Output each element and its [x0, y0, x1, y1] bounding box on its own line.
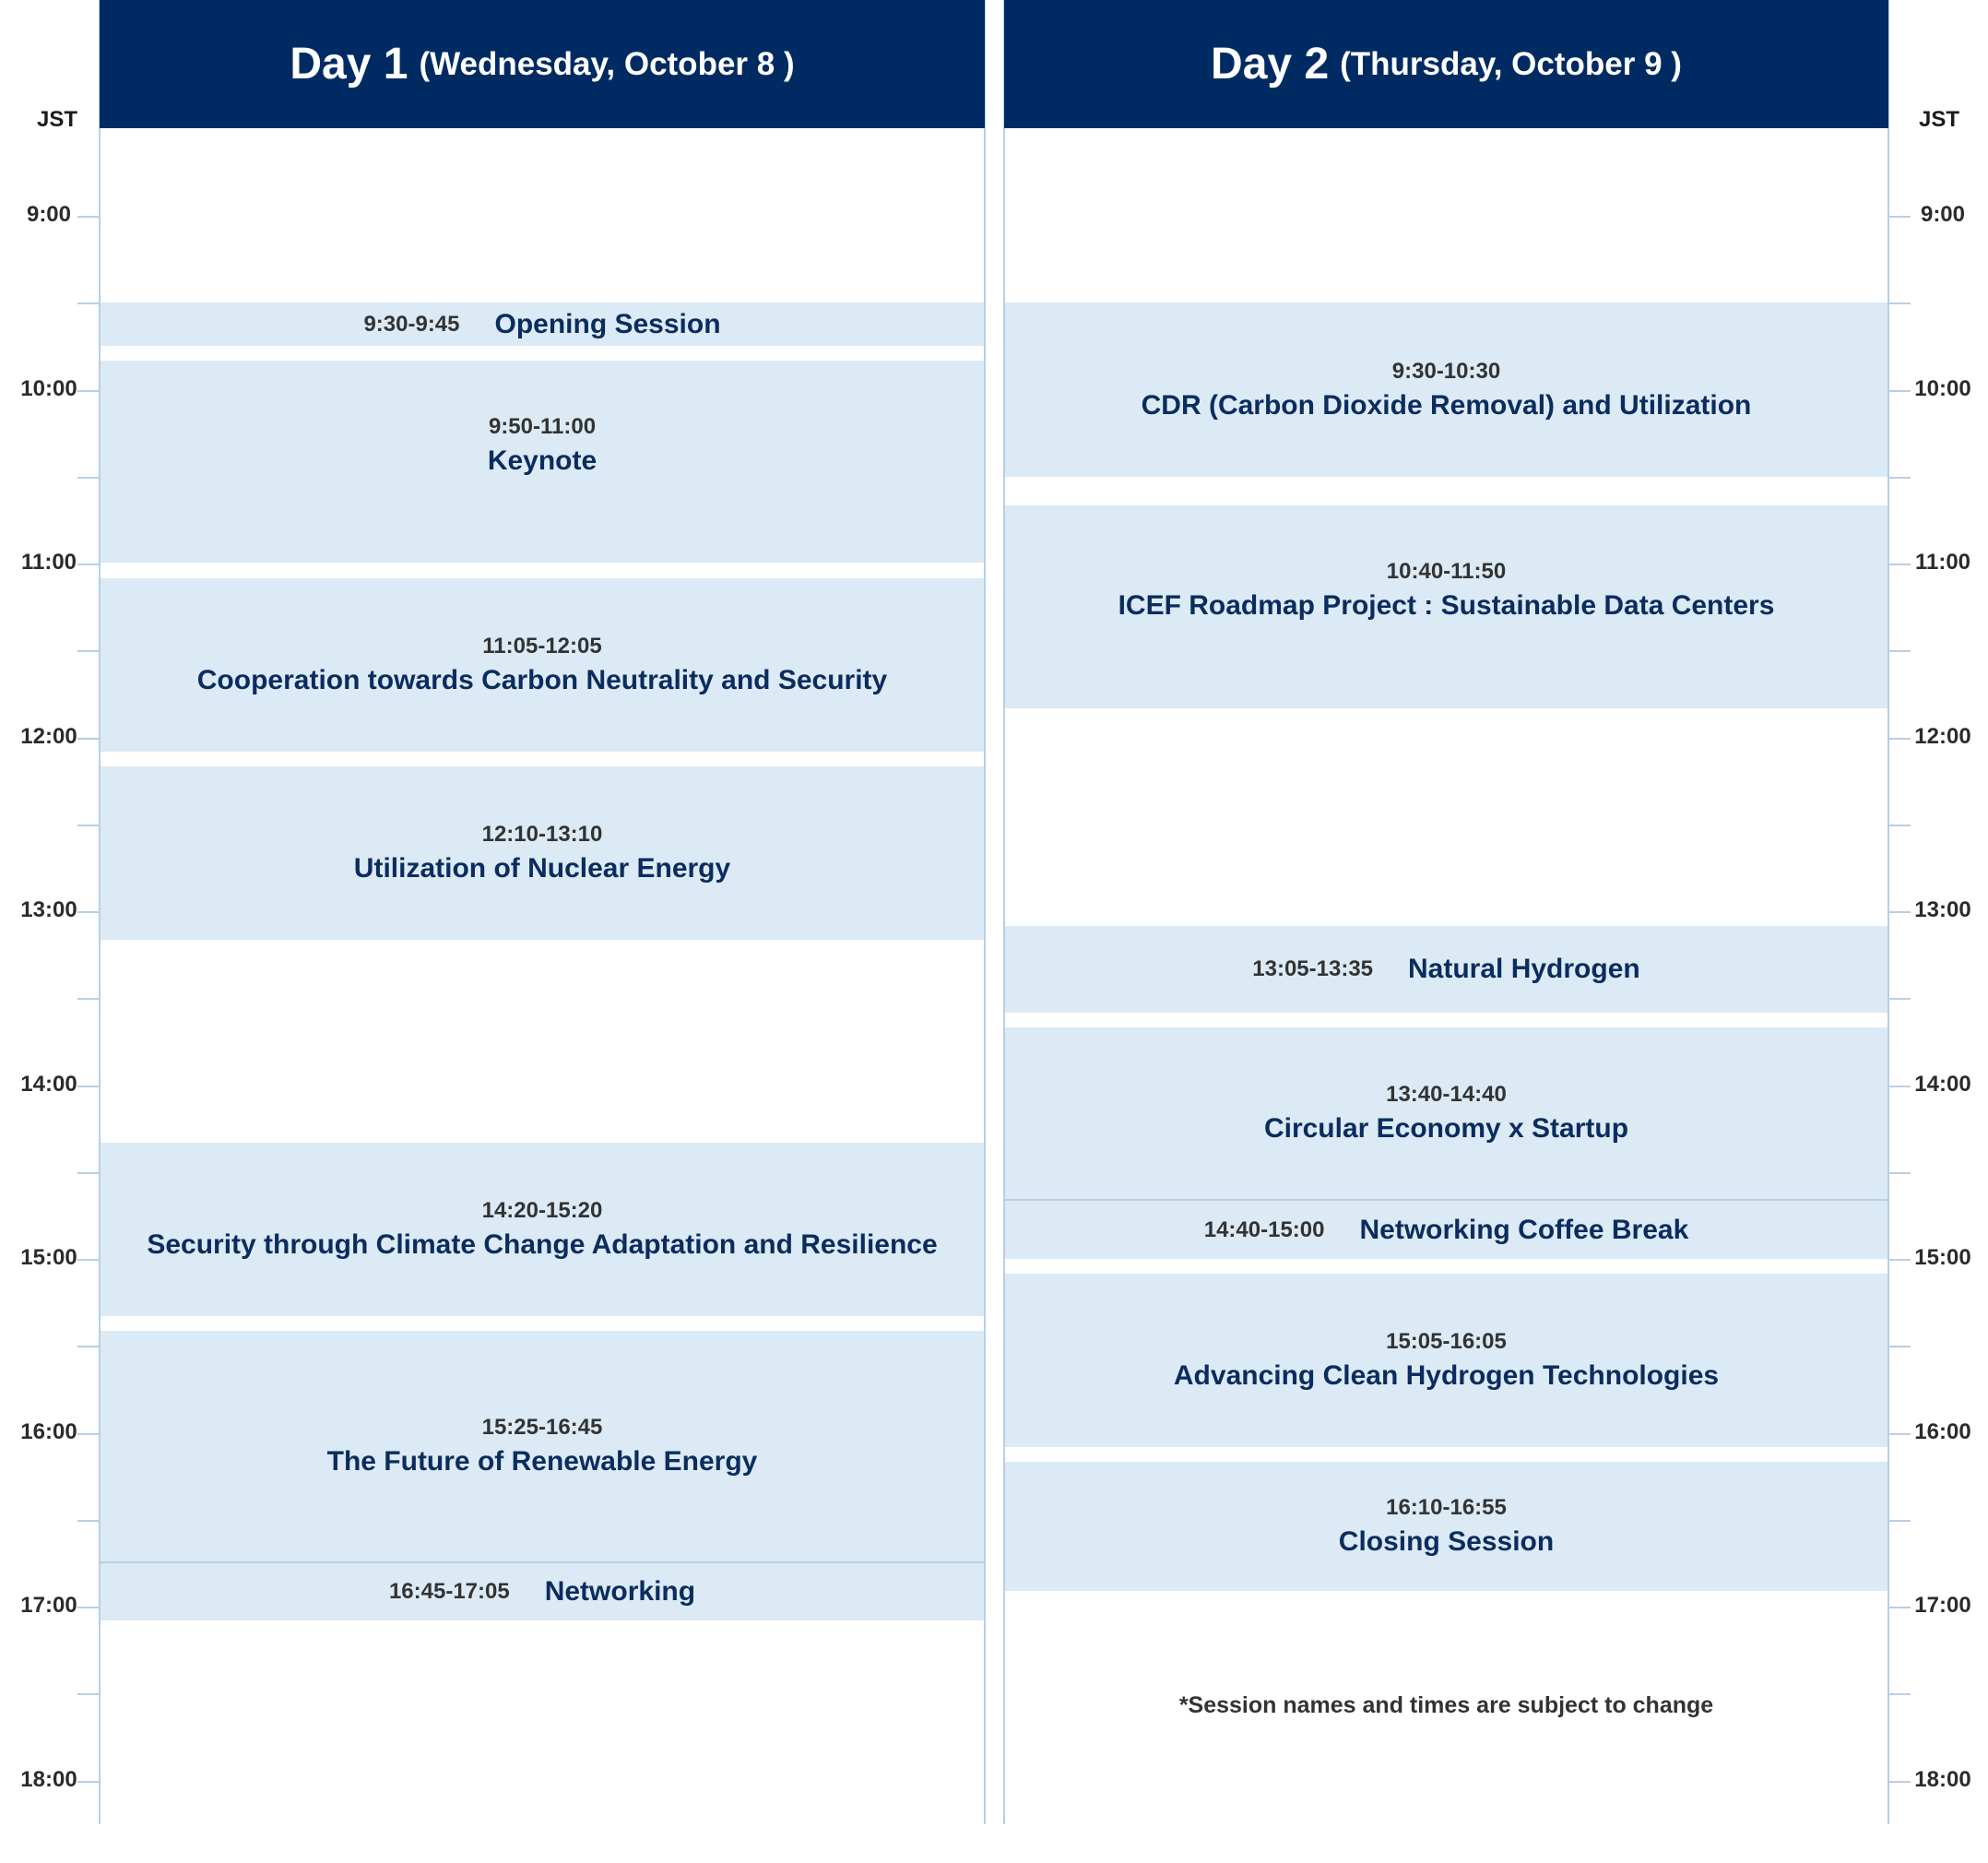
time-label: 15:00	[1914, 1245, 1971, 1270]
session-title: ICEF Roadmap Project : Sustainable Data Centers	[1118, 590, 1775, 621]
time-label: 10:00	[1914, 376, 1971, 401]
session-title: Advancing Clean Hydrogen Technologies	[1173, 1360, 1720, 1391]
day1-session	[101, 1331, 984, 1561]
session-title: CDR (Carbon Dioxide Removal) and Utilization	[1141, 389, 1752, 421]
day2-session	[1005, 1027, 1887, 1199]
half-hour-tick	[77, 1346, 100, 1347]
time-label: 12:00	[1914, 724, 1971, 749]
session-time: 11:05-12:05	[482, 634, 602, 659]
day1-session	[101, 303, 984, 346]
half-hour-tick	[1888, 303, 1911, 304]
hour-tick	[1888, 390, 1911, 392]
half-hour-tick	[1888, 650, 1911, 652]
session-time: 13:40-14:40	[1386, 1082, 1507, 1107]
hour-tick	[77, 911, 100, 913]
half-hour-tick	[1888, 1520, 1911, 1522]
timezone-label-right: JST	[1919, 107, 1960, 132]
session-time: 9:30-9:45	[363, 311, 460, 337]
day2-session	[1005, 1201, 1887, 1259]
time-label: 18:00	[20, 1767, 77, 1792]
hour-tick	[1888, 1781, 1911, 1783]
session-time: 16:10-16:55	[1386, 1495, 1507, 1520]
session-title: Networking Coffee Break	[1359, 1214, 1689, 1245]
time-label: 9:00	[26, 202, 72, 227]
time-label: 10:00	[20, 376, 77, 401]
disclaimer-note: *Session names and times are subject to change	[1178, 1692, 1714, 1718]
day2-session	[1005, 1274, 1887, 1447]
session-title: Closing Session	[1338, 1526, 1555, 1557]
day2-session	[1005, 505, 1887, 708]
day2-session	[1005, 303, 1887, 477]
time-label: 11:00	[1914, 550, 1971, 575]
hour-tick	[77, 216, 100, 218]
session-title: Natural Hydrogen	[1408, 954, 1640, 984]
time-label: 15:00	[20, 1245, 77, 1270]
hour-tick	[77, 564, 100, 565]
day1-session	[101, 1563, 984, 1620]
hour-tick	[77, 1781, 100, 1783]
session-time: 9:30-10:30	[1391, 358, 1501, 384]
time-label: 12:00	[20, 724, 77, 749]
session-time: 15:25-16:45	[481, 1415, 603, 1440]
half-hour-tick	[77, 1520, 100, 1522]
day2-header	[1004, 0, 1888, 128]
hour-tick	[77, 1259, 100, 1261]
time-label: 17:00	[1914, 1593, 1971, 1618]
session-time: 16:45-17:05	[388, 1579, 510, 1604]
session-title: Keynote	[487, 445, 598, 476]
session-time: 10:40-11:50	[1386, 559, 1507, 584]
hour-tick	[1888, 1259, 1911, 1261]
half-hour-tick	[1888, 998, 1911, 1000]
hour-tick	[1888, 911, 1911, 913]
time-label: 16:00	[1914, 1419, 1971, 1444]
hour-tick	[1888, 564, 1911, 565]
half-hour-tick	[1888, 1693, 1911, 1695]
hour-tick	[1888, 216, 1911, 218]
half-hour-tick	[77, 998, 100, 1000]
day1-session	[101, 1143, 984, 1316]
hour-tick	[1888, 738, 1911, 740]
hour-tick	[77, 738, 100, 740]
time-label: 11:00	[20, 550, 77, 575]
time-label: 13:00	[20, 897, 77, 922]
hour-tick	[1888, 1086, 1911, 1087]
time-label: 9:00	[1920, 202, 1966, 227]
session-title: Circular Economy x Startup	[1263, 1113, 1629, 1144]
day1-session	[101, 766, 984, 940]
day1-session	[101, 361, 984, 563]
session-time: 15:05-16:05	[1386, 1329, 1507, 1354]
session-title: Cooperation towards Carbon Neutrality and Security	[196, 665, 888, 695]
half-hour-tick	[77, 825, 100, 826]
session-time: 14:20-15:20	[481, 1198, 603, 1223]
day2-session	[1005, 926, 1887, 1013]
half-hour-tick	[1888, 825, 1911, 826]
day1-right-border	[984, 0, 986, 1824]
time-label: 16:00	[20, 1419, 77, 1444]
day2-session	[1005, 1462, 1887, 1591]
session-title: Networking	[544, 1576, 696, 1607]
session-time: 13:05-13:35	[1252, 956, 1374, 981]
half-hour-tick	[1888, 1172, 1911, 1174]
time-label: 14:00	[1914, 1072, 1971, 1097]
session-title: Utilization of Nuclear Energy	[353, 853, 731, 884]
hour-tick	[77, 1607, 100, 1608]
hour-tick	[77, 390, 100, 392]
time-label: 13:00	[1914, 897, 1971, 922]
hour-tick	[1888, 1433, 1911, 1435]
hour-tick	[77, 1086, 100, 1087]
time-label: 18:00	[1914, 1767, 1971, 1792]
half-hour-tick	[77, 1172, 100, 1174]
time-label: 14:00	[20, 1072, 77, 1097]
hour-tick	[77, 1433, 100, 1435]
half-hour-tick	[77, 650, 100, 652]
half-hour-tick	[77, 477, 100, 479]
day2-title: Day 2	[1211, 40, 1330, 89]
half-hour-tick	[77, 1693, 100, 1695]
time-label: 17:00	[20, 1593, 77, 1618]
half-hour-tick	[1888, 1346, 1911, 1347]
hour-tick	[1888, 1607, 1911, 1608]
half-hour-tick	[1888, 477, 1911, 479]
day1-session	[101, 578, 984, 752]
timezone-label-left: JST	[37, 107, 78, 132]
session-time: 9:50-11:00	[488, 413, 597, 439]
session-title: Opening Session	[494, 308, 721, 339]
session-title: The Future of Renewable Energy	[326, 1446, 758, 1477]
day1-title: Day 1	[290, 40, 408, 89]
half-hour-tick	[77, 303, 100, 304]
day1-date: (Wednesday, October 8 )	[419, 45, 795, 82]
day1-header	[100, 0, 985, 128]
day2-date: (Thursday, October 9 )	[1340, 45, 1682, 82]
session-time: 12:10-13:10	[481, 822, 603, 847]
session-title: Security through Climate Change Adaptation and Resilience	[147, 1229, 938, 1260]
session-time: 14:40-15:00	[1203, 1216, 1325, 1242]
